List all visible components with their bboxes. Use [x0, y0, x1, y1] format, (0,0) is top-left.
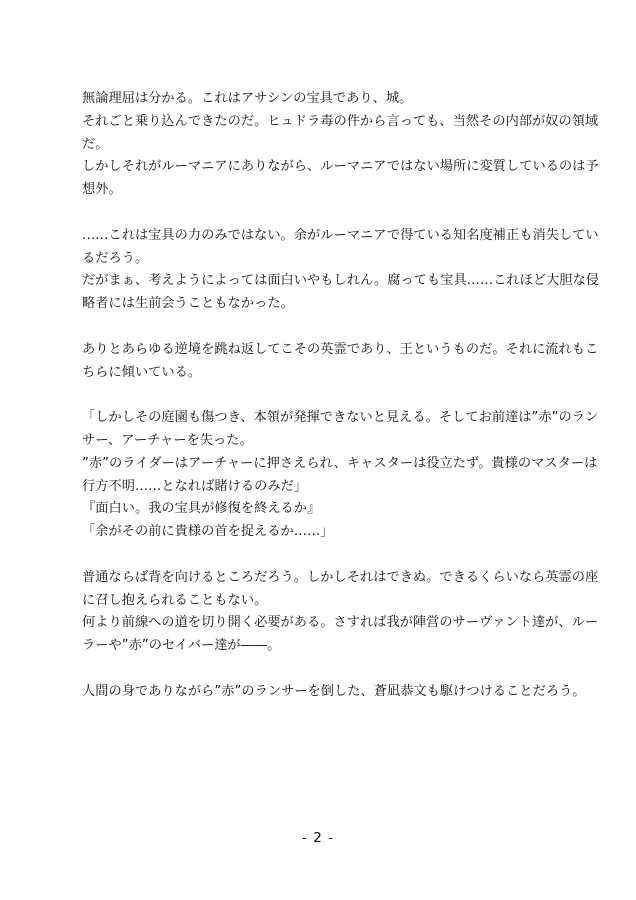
text-line: 無論理屈は分かる。これはアサシンの宝具であり、城。 — [82, 91, 413, 106]
text-line: だがまぁ、考えようによっては面白いやもしれん。腐っても宝具……これほど大胆な侵 — [82, 273, 600, 289]
text-line: ありとあらゆる逆境を跳ね返してこその英霊であり、王というものだ。それに流れもこ — [82, 341, 599, 357]
text-line: ……これは宝具の力のみではない。余がルーマニアで得ている知名度補正も消失してい — [82, 227, 599, 243]
blank-line — [82, 202, 560, 225]
text-line: 何より前線への道を切り開く必要がある。さすれば我が陣営のサーヴァント達が、ルー — [82, 615, 599, 631]
text-line: 人間の身でありながら”赤”のランサーを倒した、蒼凪恭文も駆けつけることだろう。 — [82, 683, 586, 699]
text-line: ラーや”赤”のセイバー達が――。 — [82, 638, 281, 654]
text-line: 「しかしその庭園も傷つき、本領が発揮できないと見える。そしてお前達は”赤”のラン — [82, 410, 599, 426]
blank-line — [82, 658, 560, 681]
text-line: 「余がその前に貴様の首を捉えるか……」 — [82, 524, 334, 540]
text-line: サー、アーチャーを失った。 — [82, 432, 253, 448]
text-line: 想外。 — [82, 182, 122, 198]
text-line: しかしそれがルーマニアにありながら、ルーマニアではない場所に変質しているのは予 — [82, 159, 599, 175]
text-line: だ。 — [82, 136, 109, 152]
text-line: 行方不明……となれば賭けるのみだ」 — [82, 478, 308, 494]
page-number: - 2 - — [302, 830, 334, 846]
text-line: ”赤”のライダーはアーチャーに押さえられ、キャスターは役立たず。貴様のマスターは — [82, 455, 598, 471]
text-line: るだろう。 — [82, 250, 149, 266]
body-text — [82, 88, 600, 704]
blank-line — [82, 544, 560, 567]
text-line: それごと乗り込んできたのだ。ヒュドラ毒の件から言っても、当然その内部が奴の領域 — [82, 113, 599, 129]
text-line: 『面白い。我の宝具が修復を終えるか』 — [82, 501, 321, 517]
text-line: に召し抱えられることもない。 — [82, 592, 268, 608]
text-line: 普通ならば背を向けるところだろう。しかしそれはできぬ。できるくらいなら英霊の座 — [82, 569, 599, 585]
text-line: 略者には生前会うこともなかった。 — [82, 296, 294, 312]
blank-line — [82, 316, 560, 339]
text-line: ちらに傾いている。 — [82, 364, 202, 380]
blank-line — [82, 384, 560, 407]
